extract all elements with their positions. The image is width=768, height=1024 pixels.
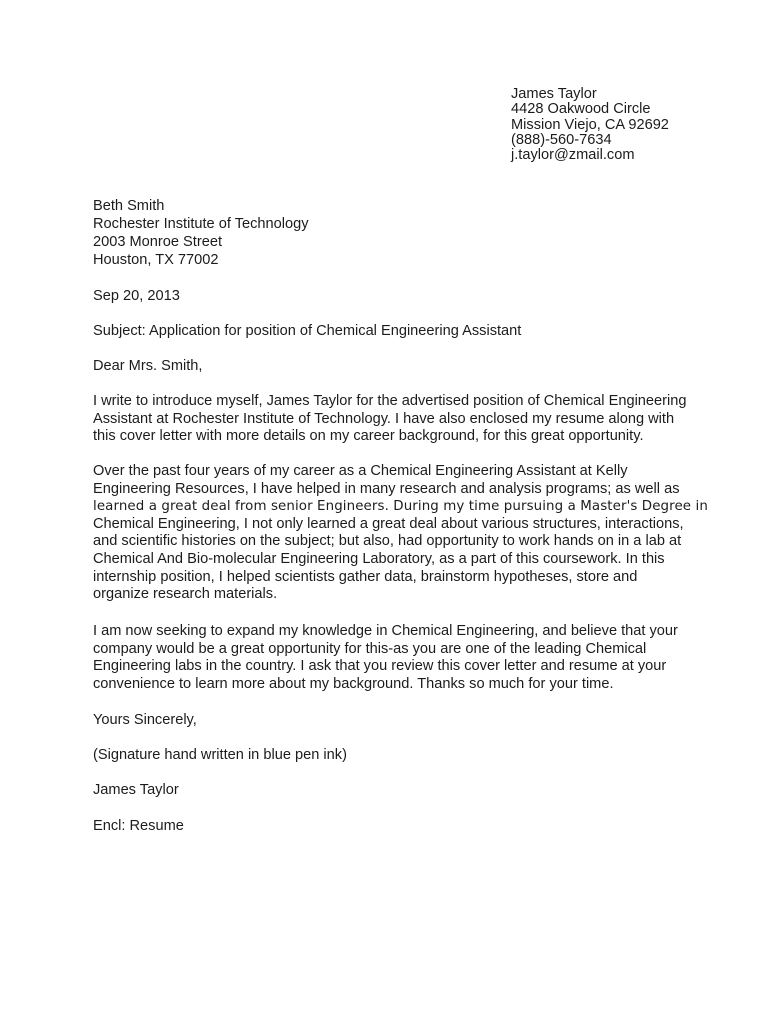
paragraph-line: I am now seeking to expand my knowledge in Chemical Engineering, and believe that your [93,623,678,639]
recipient-city-state-zip: Houston, TX 77002 [93,251,219,268]
sender-name: James Taylor [511,86,597,102]
body-paragraph-3 [93,623,678,693]
sender-address-block [511,87,669,163]
paragraph-line: organize research materials. [93,586,278,603]
paragraph-line: Engineering Resources, I have helped in many research and analysis programs; as well as [93,480,680,497]
paragraph-line: this cover letter with more details on my career background, for this great opportunity. [93,428,644,445]
paragraph-line: Assistant at Rochester Institute of Technology. I have also enclosed my resume along with [93,410,675,427]
signature-note: (Signature hand written in blue pen ink) [93,747,347,763]
paragraph-line: company would be a great opportunity for this-as you are one of the leading Chemical [93,640,647,657]
recipient-address-block [93,198,309,270]
body-paragraph-2 [93,463,708,604]
paragraph-line: internship position, I helped scientists gather data, brainstorm hypotheses, store and [93,568,638,585]
body-paragraph-1 [93,393,687,446]
sender-street: 4428 Oakwood Circle [511,101,651,118]
paragraph-line: Over the past four years of my career as a Chemical Engineering Assistant at Kelly [93,463,628,479]
paragraph-line: Chemical Engineering, I not only learned a great deal about various structures, interactions, [93,515,684,532]
closing: Yours Sincerely, [93,712,197,728]
paragraph-line: convenience to learn more about my background. Thanks so much for your time. [93,675,614,692]
recipient-name: Beth Smith [93,198,165,214]
signer-name: James Taylor [93,782,179,798]
paragraph-line: and scientific histories on the subject; but also, had opportunity to work hands on in a lab at [93,533,682,550]
sender-phone: (888)-560-7634 [511,131,612,148]
paragraph-line: Engineering labs in the country. I ask that you review this cover letter and resume at your [93,658,667,675]
paragraph-line: I write to introduce myself, James Taylor for the advertised position of Chemical Engineering [93,393,687,409]
letter-subject: Subject: Application for position of Chemical Engineering Assistant [93,323,522,339]
sender-email: j.taylor@zmail.com [511,147,635,164]
enclosure-note: Encl: Resume [93,818,184,834]
sender-city-state-zip: Mission Viejo, CA 92692 [511,116,669,133]
paragraph-line: learned a great deal from senior Engineers. During my time pursuing a Master's Degree in [93,499,708,515]
paragraph-line: Chemical And Bio-molecular Engineering Laboratory, as a part of this coursework. In this [93,550,665,567]
salutation: Dear Mrs. Smith, [93,358,203,374]
recipient-organization: Rochester Institute of Technology [93,215,309,232]
letter-date: Sep 20, 2013 [93,288,180,304]
recipient-street: 2003 Monroe Street [93,233,222,250]
